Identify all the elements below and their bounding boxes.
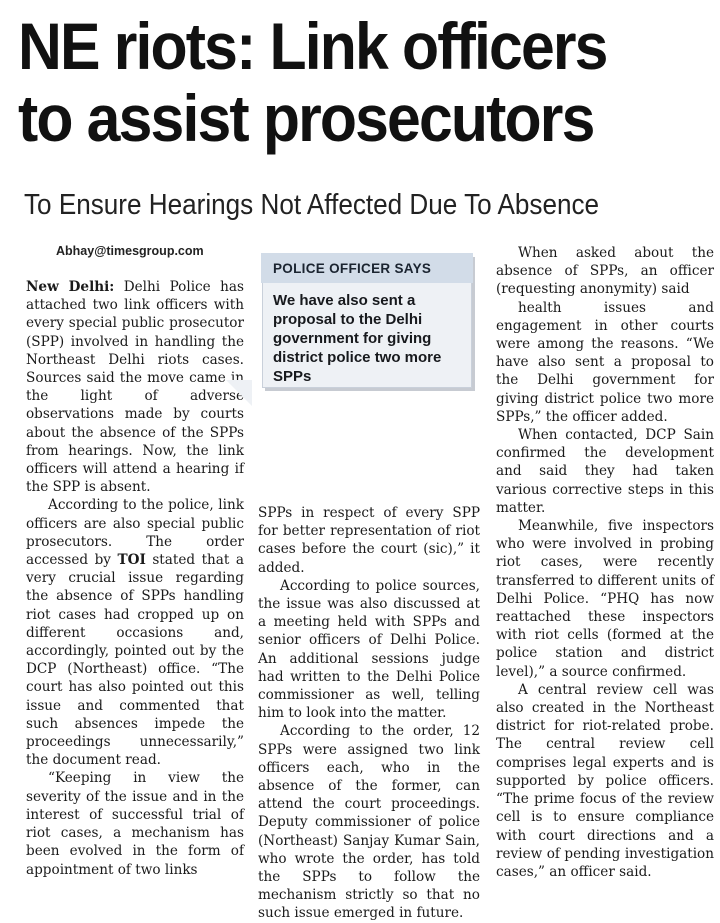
paragraph-text: health issues and engagement in other courts were among the reasons. “We have also sent a proposal to the Delhi government for giving district police two more SPPs,” the officer added.	[496, 299, 714, 425]
paragraph	[26, 496, 244, 769]
dateline: New Delhi:	[26, 279, 115, 295]
paragraph-text: According to the police, link officers are also special public prosecutors. The order accessed by	[26, 497, 244, 569]
headline-line-2: to assist prosecutors	[18, 81, 594, 155]
pull-quote-tail	[226, 380, 252, 406]
paragraph-text: According to police sources, the issue was also discussed at a meeting held with SPPs and senior officers of Delhi Police. An additional sessions judge had written to the Delhi Police commissioner as well, telling him to look into the matter.	[258, 577, 480, 722]
paragraph	[258, 722, 480, 922]
paragraph	[26, 278, 244, 496]
headline-line-1: NE riots: Link officers	[18, 9, 607, 83]
article-column-1	[26, 278, 244, 879]
paragraph	[26, 769, 244, 878]
byline: Abhay@timesgroup.com	[56, 244, 204, 258]
pull-quote-box	[262, 254, 472, 388]
paragraph-text: A central review cell was also created in the Northeast district for riot-related probe. The central review cell comprises legal experts and is supported by police officers. “The prime focus of the review cell is to ensure compliance with court directions and a review of pending investigation cases,” an officer said.	[496, 681, 714, 880]
paragraph	[258, 577, 480, 723]
paragraph-text: SPPs in respect of every SPP for better representation of riot cases before the court (sic),” it added.	[258, 505, 480, 576]
paragraph-text: Delhi Police has attached two link officers with every special public prosecutor (SPP) involved in handling the Northeast Delhi riots cases. Sources said the move came in the light of adverse observations made by courts about the absence of the SPPs from hearings. Now, the link officers will attend a hearing if the SPP is absent.	[26, 279, 244, 496]
paragraph	[496, 426, 714, 517]
paragraph-text: When asked about the absence of SPPs, an officer (requesting anonymity) said	[496, 245, 714, 298]
paragraph-text: stated that a very crucial issue regarding the absence of SPPs handling riot cases had cropped up on different occasions and, accordingly, pointed out by the DCP (Northeast) office. “The court has also pointed out this issue and commented that such absences impede the proceedings unnecessarily,” the document read.	[26, 552, 244, 769]
publication-name: TOI	[117, 552, 146, 569]
paragraph	[258, 504, 480, 577]
paragraph	[496, 681, 714, 881]
paragraph-text: Meanwhile, five inspectors who were involved in probing riot cases, were recently transferred to different units of Delhi Police. “PHQ has now reattached these inspectors with riot cells (formed at the police station and district level),” a source confirmed.	[496, 518, 714, 680]
article-column-3	[496, 244, 714, 881]
pull-quote-text: We have also sent a proposal to the Delhi government for giving district police two more SPPs	[273, 292, 442, 385]
paragraph-text: According to the order, 12 SPPs were assigned two link officers each, who in the absence of the former, can attend the court proceedings. Deputy commissioner of police (Northeast) Sanjay Kumar Sain, who wrote the order, has told the SPPs to follow the mechanism strictly so that no such issue emerged in future.	[258, 723, 480, 922]
article-column-2	[258, 504, 480, 923]
paragraph	[496, 299, 714, 426]
paragraph	[496, 244, 714, 299]
headline	[18, 10, 708, 154]
pull-quote-label: POLICE OFFICER SAYS	[273, 261, 432, 276]
paragraph-text: When contacted, DCP Sain confirmed the development and said they had taken various corrective steps in this matter.	[496, 427, 714, 516]
paragraph	[496, 517, 714, 681]
subheadline: To Ensure Hearings Not Affected Due To Absence	[24, 189, 600, 221]
paragraph-text: “Keeping in view the severity of the issue and in the interest of successful trial of riot cases, a mechanism has been evolved in the form of appointment of two links	[26, 770, 244, 878]
